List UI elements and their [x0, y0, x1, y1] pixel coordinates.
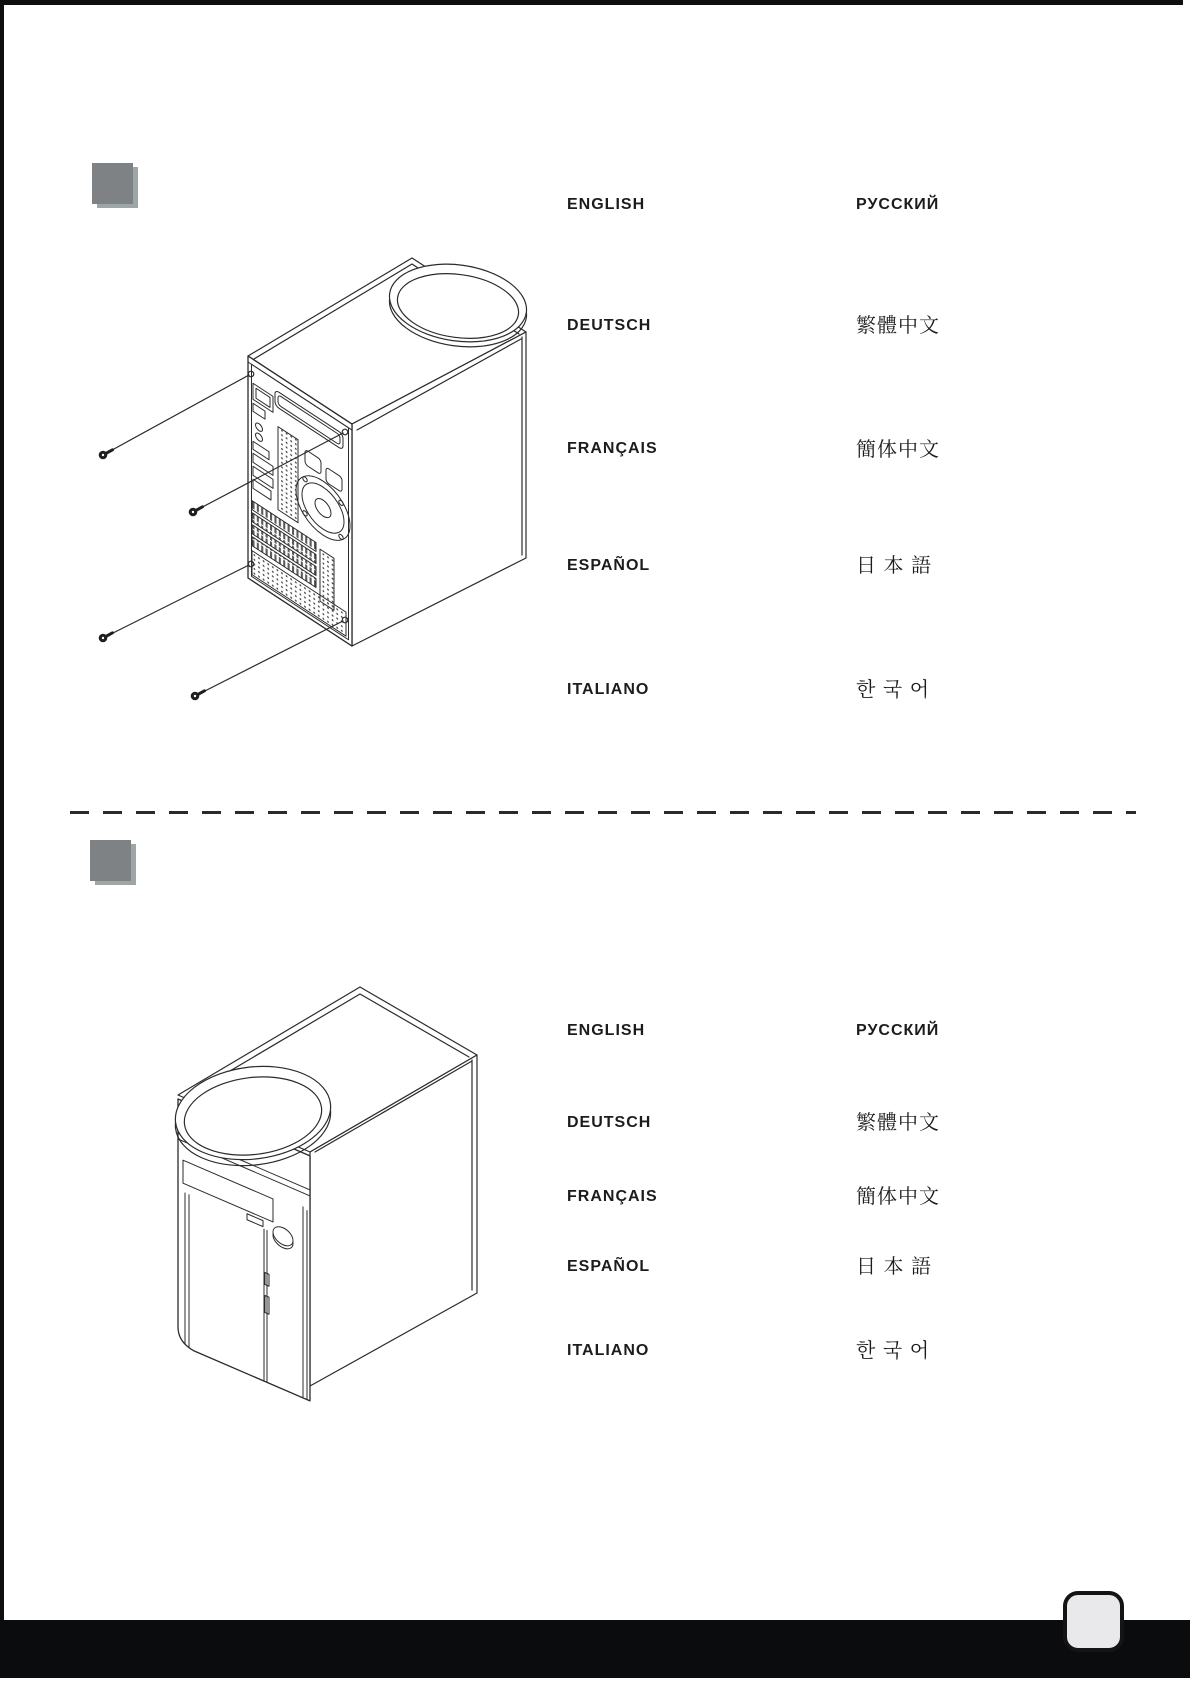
step-marker-1 — [92, 163, 133, 204]
lang-german: DEUTSCH — [567, 317, 652, 334]
lang-japanese-2: 日 本 語 — [856, 1256, 933, 1278]
lang-traditional-chinese-2: 繁體中文 — [856, 1112, 940, 1134]
page-number-badge — [1063, 1591, 1124, 1652]
lang-french: FRANÇAIS — [567, 440, 658, 457]
lang-traditional-chinese: 繁體中文 — [856, 315, 940, 337]
tower-rear-illustration — [60, 235, 550, 720]
lang-korean: 한 국 어 — [856, 679, 931, 701]
lang-italian: ITALIANO — [567, 681, 650, 698]
tower-front-illustration — [100, 960, 500, 1420]
lang-english: ENGLISH — [567, 196, 646, 213]
lang-simplified-chinese-2: 簡体中文 — [856, 1186, 940, 1208]
lang-german-2: DEUTSCH — [567, 1114, 652, 1131]
lang-spanish: ESPAÑOL — [567, 557, 651, 574]
lang-french-2: FRANÇAIS — [567, 1188, 658, 1205]
lang-korean-2: 한 국 어 — [856, 1340, 931, 1362]
lang-simplified-chinese: 簡体中文 — [856, 439, 940, 461]
step-marker-2 — [90, 840, 131, 881]
page-edge-top — [0, 0, 1183, 5]
lang-russian-2: РУССКИЙ — [856, 1022, 940, 1039]
page-edge-bottom — [0, 1620, 1190, 1678]
lang-italian-2: ITALIANO — [567, 1342, 650, 1359]
section-divider — [70, 811, 1136, 814]
lang-japanese: 日 本 語 — [856, 555, 933, 577]
lang-spanish-2: ESPAÑOL — [567, 1258, 651, 1275]
lang-russian: РУССКИЙ — [856, 196, 940, 213]
lang-english-2: ENGLISH — [567, 1022, 646, 1039]
page-edge-left — [0, 0, 4, 1622]
